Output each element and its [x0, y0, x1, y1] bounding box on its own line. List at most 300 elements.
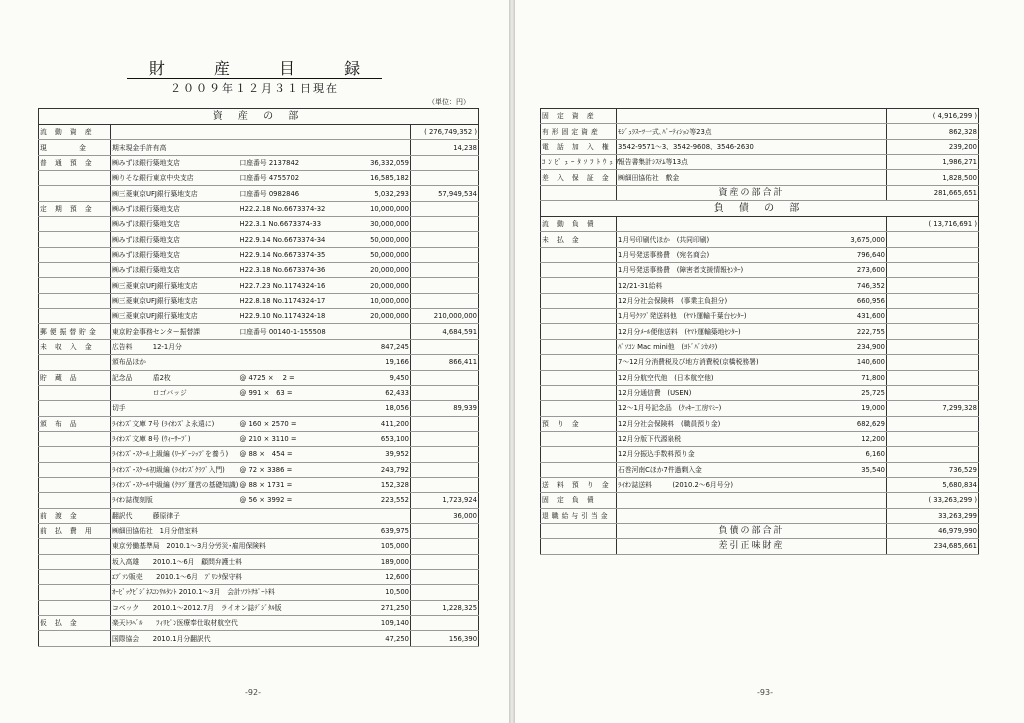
item-description: 1月号ｸﾗﾌﾞ発送料他 (ﾔﾏﾄ運輸千葉台ｾﾝﾀｰ)	[617, 309, 795, 324]
subtotal-amount	[887, 232, 979, 247]
item-detail	[795, 447, 815, 462]
subtotal-amount: ( 276,749,352 )	[411, 125, 479, 140]
item-detail	[795, 155, 815, 170]
account-category	[541, 447, 617, 462]
item-description	[111, 125, 239, 140]
item-detail	[795, 477, 815, 492]
ledger-row	[541, 155, 979, 170]
subtotal-amount	[411, 263, 479, 278]
page-number-left: -92-	[245, 688, 261, 697]
item-amount: 18,056	[349, 401, 411, 416]
total-spacer	[541, 523, 617, 538]
item-description: 1月号発送事務費 (宛名商会)	[617, 247, 795, 262]
item-description: ㈱みずほ銀行築地支店	[111, 217, 239, 232]
item-description: 切手	[111, 401, 239, 416]
ledger-row	[39, 155, 479, 170]
item-detail: H22.7.23 No.1174324-16	[239, 278, 349, 293]
account-category	[39, 447, 111, 462]
document-title: 財 産 目 録	[0, 56, 509, 79]
item-detail: 口座番号 0982846	[239, 186, 349, 201]
item-amount: 5,032,293	[349, 186, 411, 201]
item-description: ㈱三菱東京UFJ銀行築地支店	[111, 186, 239, 201]
item-detail	[795, 370, 815, 385]
item-description: 楽天ﾄﾗﾍﾞﾙ ﾌｨﾘﾋﾟﾝ医療奉仕取材航空代	[111, 616, 239, 631]
ledger-row	[39, 600, 479, 615]
item-amount: 50,000,000	[349, 232, 411, 247]
ledger-row	[39, 523, 479, 538]
item-description: 12～1月号記念品 (ｸｯｷｰ工房ﾏﾐｰ)	[617, 401, 795, 416]
account-category: 頒 布 品	[39, 416, 111, 431]
item-amount: 30,000,000	[349, 217, 411, 232]
ledger-row	[39, 416, 479, 431]
subtotal-amount	[411, 416, 479, 431]
item-detail: @ 56 × 3992 =	[239, 493, 349, 508]
ledger-row	[39, 186, 479, 201]
ledger-row	[541, 293, 979, 308]
item-description: 12/21-31給料	[617, 278, 795, 293]
item-detail	[239, 125, 349, 140]
subtotal-amount	[887, 447, 979, 462]
subtotal-amount	[887, 431, 979, 446]
item-detail: @ 160 × 2570 =	[239, 416, 349, 431]
item-description: 東京労働基準局 2010.1～3月分労災･雇用保険料	[111, 539, 239, 554]
account-category: 仮 払 金	[39, 616, 111, 631]
account-category: 固 定 負 債	[541, 493, 617, 508]
item-detail	[795, 232, 815, 247]
item-amount: 152,328	[349, 477, 411, 492]
account-category: 定 期 預 金	[39, 201, 111, 216]
ledger-row	[39, 370, 479, 385]
total-value: 46,979,990	[887, 523, 979, 538]
item-description: 12月分ﾒｰﾙ便他送料 (ﾔﾏﾄ運輸築地ｾﾝﾀｰ)	[617, 324, 795, 339]
subtotal-amount	[887, 278, 979, 293]
ledger-row	[39, 278, 479, 293]
subtotal-amount	[887, 293, 979, 308]
subtotal-amount	[411, 447, 479, 462]
item-description: ㈱りそな銀行東京中央支店	[111, 171, 239, 186]
ledger-row	[39, 585, 479, 600]
item-amount: 847,245	[349, 339, 411, 354]
item-description: 1月号発送事務費 (障害者支援情報ｾﾝﾀｰ)	[617, 263, 795, 278]
item-description: 12月分通信費 (USEN)	[617, 385, 795, 400]
item-amount: 10,000,000	[349, 293, 411, 308]
ledger-row	[541, 431, 979, 446]
item-description: 報告書集計ｼｽﾃﾑ等13点	[617, 155, 795, 170]
item-description: ㈱細田協佑社 1月分借室料	[111, 523, 239, 538]
item-amount: 271,250	[349, 600, 411, 615]
item-amount: 223,552	[349, 493, 411, 508]
account-category: 流 動 資 産	[39, 125, 111, 140]
subtotal-amount: 156,390	[411, 631, 479, 646]
account-category	[541, 462, 617, 477]
item-amount: 20,000,000	[349, 263, 411, 278]
total-label: 差引正味財産	[617, 539, 887, 554]
ledger-row	[541, 247, 979, 262]
item-detail	[795, 309, 815, 324]
account-category	[541, 401, 617, 416]
account-category: 前 払 費 用	[39, 523, 111, 538]
total-spacer	[541, 539, 617, 554]
item-amount: 10,000,000	[349, 201, 411, 216]
total-value: 281,665,651	[887, 185, 979, 200]
subtotal-amount: 4,684,591	[411, 324, 479, 339]
ledger-row	[39, 447, 479, 462]
account-category	[541, 355, 617, 370]
item-description: 12月分航空代他 (日本航空他)	[617, 370, 795, 385]
asset-section-header: 資 産 の 部	[39, 109, 479, 125]
account-category	[39, 293, 111, 308]
item-detail	[239, 554, 349, 569]
item-amount	[815, 124, 887, 139]
account-category	[39, 631, 111, 646]
item-description: ㈱三菱東京UFJ銀行築地支店	[111, 278, 239, 293]
item-description: コベック 2010.1～2012.7月 ライオン誌ﾃﾞｼﾞﾀﾙ版	[111, 600, 239, 615]
account-category: 差 入 保 証 金	[541, 170, 617, 185]
item-detail	[795, 217, 815, 232]
item-amount: 653,100	[349, 431, 411, 446]
item-amount: 62,433	[349, 385, 411, 400]
item-detail	[795, 508, 815, 523]
account-category: 普 通 預 金	[39, 155, 111, 170]
subtotal-amount	[411, 523, 479, 538]
subtotal-amount	[887, 370, 979, 385]
item-amount: 140,600	[815, 355, 887, 370]
ledger-row	[541, 217, 979, 232]
account-category	[39, 217, 111, 232]
item-description: ㈱みずほ銀行築地支店	[111, 247, 239, 262]
item-amount: 47,250	[349, 631, 411, 646]
item-description	[617, 508, 795, 523]
account-category: 貯 蔵 品	[39, 370, 111, 385]
account-category	[541, 324, 617, 339]
item-detail: H22.2.18 No.6673374-32	[239, 201, 349, 216]
account-category	[541, 309, 617, 324]
ledger-row	[39, 293, 479, 308]
account-category	[39, 401, 111, 416]
item-description: 1月号印刷代ほか (共同印刷)	[617, 232, 795, 247]
item-description: ｵｰﾋﾞｯｸﾋﾞｼﾞﾈｽｺﾝｻﾙﾀﾝﾄ 2010.1～3月 会計ｿﾌﾄｻﾎﾟｰﾄ料	[111, 585, 239, 600]
item-detail	[795, 124, 815, 139]
item-description: 広告料 12-1月分	[111, 339, 239, 354]
item-amount: 35,540	[815, 462, 887, 477]
subtotal-amount	[411, 339, 479, 354]
ledger-row	[541, 139, 979, 154]
subtotal-amount	[411, 477, 479, 492]
subtotal-amount: 57,949,534	[411, 186, 479, 201]
item-amount: 639,975	[349, 523, 411, 538]
ledger-row	[39, 401, 479, 416]
account-category	[39, 309, 111, 324]
item-amount	[815, 170, 887, 185]
account-category	[39, 186, 111, 201]
item-description: 12月分社会保険料 (職員預り金)	[617, 416, 795, 431]
subtotal-amount	[411, 616, 479, 631]
item-description: ﾗｲｵﾝｽﾞ･ｽｸｰﾙ中級編 (ｸﾗﾌﾞ運営の基礎知識)	[111, 477, 239, 492]
item-detail	[795, 247, 815, 262]
account-category	[39, 278, 111, 293]
item-detail: H22.3.18 No.6673374-36	[239, 263, 349, 278]
subtotal-amount: 36,000	[411, 508, 479, 523]
account-category: 郵便振替貯金	[39, 324, 111, 339]
subtotal-amount: 210,000,000	[411, 309, 479, 324]
item-detail	[795, 139, 815, 154]
account-category	[541, 339, 617, 354]
item-amount: 189,000	[349, 554, 411, 569]
item-detail: H22.9.14 No.6673374-34	[239, 232, 349, 247]
item-detail	[795, 278, 815, 293]
item-description: ﾊﾟｿｺﾝ Mac mini他 (ﾖﾄﾞﾊﾞｼｶﾒﾗ)	[617, 339, 795, 354]
ledger-row	[39, 569, 479, 584]
ledger-row	[39, 263, 479, 278]
item-description: ﾗｲｵﾝｽﾞ文庫 7号 (ﾗｲｵﾝｽﾞよ永遠に)	[111, 416, 239, 431]
item-description: 記念品 盾2枚	[111, 370, 239, 385]
item-amount: 50,000,000	[349, 247, 411, 262]
ledger-row	[541, 109, 979, 124]
item-amount	[815, 477, 887, 492]
subtotal-amount: 14,238	[411, 140, 479, 155]
ledger-row	[39, 493, 479, 508]
item-amount: 19,166	[349, 355, 411, 370]
subtotal-amount: ( 4,916,299 )	[887, 109, 979, 124]
item-description: ﾗｲｵﾝｽﾞ文庫 8号 (ｳｨｰｻｰﾌﾞ)	[111, 431, 239, 446]
item-amount: 20,000,000	[349, 309, 411, 324]
account-category	[39, 171, 111, 186]
subtotal-amount	[411, 201, 479, 216]
subtotal-amount	[411, 569, 479, 584]
subtotal-amount: ( 13,716,691 )	[887, 217, 979, 232]
account-category	[39, 569, 111, 584]
ledger-row	[39, 355, 479, 370]
item-description: 3542-9571～3、3542-9608、3546-2630	[617, 139, 795, 154]
item-detail	[795, 416, 815, 431]
subtotal-amount	[411, 554, 479, 569]
ledger-row	[39, 140, 479, 155]
ledger-row	[39, 431, 479, 446]
item-description: ㈱みずほ銀行築地支店	[111, 263, 239, 278]
subtotal-amount	[887, 355, 979, 370]
account-category	[39, 462, 111, 477]
item-detail: @ 991 × 63 =	[239, 385, 349, 400]
item-detail	[795, 109, 815, 124]
item-detail	[795, 324, 815, 339]
item-amount	[815, 155, 887, 170]
item-amount	[815, 493, 887, 508]
subtotal-amount	[411, 278, 479, 293]
item-description: ロゴバッジ	[111, 385, 239, 400]
item-description: 東京貯金事務センター振替課	[111, 324, 239, 339]
item-description: 7～12月分消費税及び地方消費税(京橋税務署)	[617, 355, 795, 370]
item-detail: H22.9.10 No.1174324-18	[239, 309, 349, 324]
item-amount	[349, 140, 411, 155]
account-category: ｺﾝﾋﾟｭｰﾀｿﾌﾄｳｪｱ	[541, 155, 617, 170]
item-description: 期末現金手許有高	[111, 140, 239, 155]
subtotal-amount	[411, 217, 479, 232]
item-description: ㈱みずほ銀行築地支店	[111, 232, 239, 247]
item-amount: 19,000	[815, 401, 887, 416]
asset-table-left	[38, 108, 479, 647]
account-category	[39, 247, 111, 262]
account-category	[541, 385, 617, 400]
account-category	[541, 293, 617, 308]
item-detail	[239, 523, 349, 538]
item-description: 12月分版下代源泉税	[617, 431, 795, 446]
item-detail: @ 72 × 3386 =	[239, 462, 349, 477]
document-date: ２００９年１２月３１日現在	[170, 82, 339, 95]
item-detail	[239, 508, 349, 523]
item-amount: 12,200	[815, 431, 887, 446]
item-detail: 口座番号 2137842	[239, 155, 349, 170]
account-category	[39, 600, 111, 615]
ledger-row	[541, 416, 979, 431]
account-category: 固 定 資 産	[541, 109, 617, 124]
ledger-row	[39, 324, 479, 339]
item-amount: 10,500	[349, 585, 411, 600]
item-amount	[349, 324, 411, 339]
item-amount: 36,332,059	[349, 155, 411, 170]
ledger-row	[39, 385, 479, 400]
ledger-row	[39, 247, 479, 262]
account-category	[541, 278, 617, 293]
ledger-row	[39, 616, 479, 631]
balance-table-right	[540, 108, 979, 555]
ledger-row	[39, 339, 479, 354]
ledger-row	[39, 508, 479, 523]
ledger-row	[541, 370, 979, 385]
item-description	[617, 217, 795, 232]
item-detail	[239, 616, 349, 631]
account-category	[541, 431, 617, 446]
item-amount: 109,140	[349, 616, 411, 631]
item-description: ﾗｲｵﾝ誌復刻版	[111, 493, 239, 508]
item-description: ﾗｲｵﾝｽﾞ･ｽｸｰﾙ上級編 (ﾘｰﾀﾞｰｼｯﾌﾟを養う)	[111, 447, 239, 462]
ledger-row	[39, 477, 479, 492]
item-amount: 20,000,000	[349, 278, 411, 293]
ledger-row	[541, 124, 979, 139]
subtotal-amount	[411, 539, 479, 554]
account-category	[541, 247, 617, 262]
item-description	[617, 493, 795, 508]
ledger-row	[541, 401, 979, 416]
item-detail	[239, 339, 349, 354]
account-category: 現 金	[39, 140, 111, 155]
ledger-row	[541, 324, 979, 339]
item-detail: 口座番号 4755702	[239, 171, 349, 186]
item-description: ㈱三菱東京UFJ銀行築地支店	[111, 293, 239, 308]
item-detail: @ 210 × 3110 =	[239, 431, 349, 446]
item-description: ㈱みずほ銀行築地支店	[111, 201, 239, 216]
item-detail: H22.9.14 No.6673374-35	[239, 247, 349, 262]
ledger-row	[39, 554, 479, 569]
account-category: 流 動 負 債	[541, 217, 617, 232]
item-amount: 411,200	[349, 416, 411, 431]
item-description: ㈱細田協佑社 敷金	[617, 170, 795, 185]
item-detail	[795, 339, 815, 354]
account-category	[39, 431, 111, 446]
item-description: ｴﾌﾞｿﾝ販売 2010.1～6月 ﾌﾟﾘﾝﾀ保守料	[111, 569, 239, 584]
item-description: ﾗｲｵﾝｽﾞ･ｽｸｰﾙ初級編 (ﾗｲｵﾝｽﾞｸﾗﾌﾞ入門)	[111, 462, 239, 477]
item-description: ﾓｼﾞｭﾗｽｰﾂ一式､ﾊﾟｰﾃｨｼｮﾝ等23点	[617, 124, 795, 139]
right-page	[515, 0, 1024, 723]
subtotal-amount: 239,200	[887, 139, 979, 154]
account-category	[39, 263, 111, 278]
subtotal-amount: 1,228,325	[411, 600, 479, 615]
ledger-row	[541, 232, 979, 247]
account-category	[541, 263, 617, 278]
ledger-row	[39, 125, 479, 140]
total-spacer	[541, 185, 617, 200]
item-description: 坂入高雄 2010.1～6月 顧問弁護士料	[111, 554, 239, 569]
account-category	[39, 493, 111, 508]
account-category	[39, 539, 111, 554]
item-amount: 12,600	[349, 569, 411, 584]
item-amount: 25,725	[815, 385, 887, 400]
ledger-row	[39, 232, 479, 247]
ledger-row	[541, 309, 979, 324]
item-description: ﾗｲｵﾝ誌送料 (2010.2～6月号分)	[617, 477, 795, 492]
item-amount: 234,900	[815, 339, 887, 354]
item-detail	[239, 140, 349, 155]
item-detail: H22.8.18 No.1174324-17	[239, 293, 349, 308]
ledger-row	[541, 278, 979, 293]
ledger-row	[541, 508, 979, 523]
total-label: 負債の部合計	[617, 523, 887, 538]
ledger-row	[541, 462, 979, 477]
item-detail	[239, 569, 349, 584]
subtotal-amount: 862,328	[887, 124, 979, 139]
item-detail	[795, 263, 815, 278]
subtotal-amount	[887, 339, 979, 354]
item-amount: 222,755	[815, 324, 887, 339]
item-description	[617, 109, 795, 124]
subtotal-amount	[411, 431, 479, 446]
account-category: 電 話 加 入 権	[541, 139, 617, 154]
subtotal-amount	[887, 309, 979, 324]
subtotal-amount: 1,828,500	[887, 170, 979, 185]
item-detail	[795, 431, 815, 446]
item-detail	[795, 462, 815, 477]
item-amount: 6,160	[815, 447, 887, 462]
ledger-row	[39, 462, 479, 477]
account-category	[39, 554, 111, 569]
item-amount	[815, 217, 887, 232]
subtotal-amount	[887, 385, 979, 400]
item-detail	[795, 385, 815, 400]
account-category	[39, 355, 111, 370]
item-detail: @ 88 × 454 =	[239, 447, 349, 462]
item-amount	[815, 139, 887, 154]
item-amount	[815, 109, 887, 124]
subtotal-amount: 736,529	[887, 462, 979, 477]
item-amount: 243,792	[349, 462, 411, 477]
item-detail: 口座番号 00140-1-155508	[239, 324, 349, 339]
item-detail	[795, 293, 815, 308]
item-description: ㈱みずほ銀行築地支店	[111, 155, 239, 170]
item-amount: 431,600	[815, 309, 887, 324]
ledger-row	[39, 631, 479, 646]
item-description: 石巻河南Cほか7件過剰入金	[617, 462, 795, 477]
ledger-row	[39, 309, 479, 324]
item-detail: @ 88 × 1731 =	[239, 477, 349, 492]
item-amount: 746,352	[815, 278, 887, 293]
subtotal-amount: 1,986,271	[887, 155, 979, 170]
subtotal-amount	[887, 263, 979, 278]
account-category	[39, 232, 111, 247]
item-detail	[795, 493, 815, 508]
item-detail	[239, 401, 349, 416]
ledger-row	[541, 263, 979, 278]
item-description: 翻訳代 藤原律子	[111, 508, 239, 523]
subtotal-amount	[411, 370, 479, 385]
